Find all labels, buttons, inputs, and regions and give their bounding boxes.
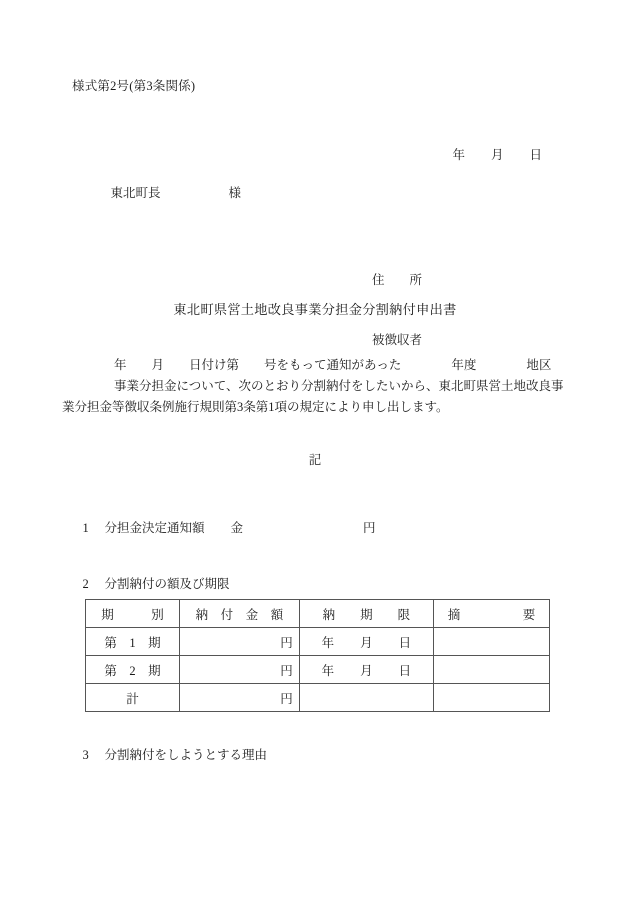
cell-due-year: 年: [321, 635, 335, 650]
cell-note[interactable]: [434, 656, 550, 684]
table-row: [86, 656, 550, 684]
item-3-label: 分割納付をしようとする理由: [104, 747, 268, 762]
table-row-total: [86, 684, 550, 712]
table-body: [86, 628, 550, 712]
addressee: [98, 174, 241, 212]
item-2-number: 2: [82, 576, 89, 591]
payment-schedule-table: [85, 599, 550, 712]
page-title: 東北町県営土地改良事業分担金分割納付申出書: [173, 302, 457, 317]
cell-due-day: 日: [398, 635, 412, 650]
cell-term: 第 2 期: [86, 656, 180, 684]
date-year-label: 年: [452, 147, 466, 162]
header-term: 期 別: [86, 600, 180, 628]
cell-note[interactable]: [434, 628, 550, 656]
addressee-name: 東北町長: [110, 185, 161, 200]
table-header: [86, 600, 550, 628]
cell-due-date[interactable]: [299, 628, 433, 656]
form-number: 様式第2号(第3条関係): [72, 79, 196, 93]
date-line: [440, 136, 542, 174]
cell-due-day: 日: [398, 663, 412, 678]
cell-term-total: 計: [86, 684, 180, 712]
date-month-label: 月: [491, 147, 504, 162]
cell-note-total: [434, 684, 550, 712]
item-1-label: 分担金決定通知額: [104, 520, 205, 535]
body-line-1: 年 月 日付け第 号をもって通知があった 年度 地区: [114, 358, 552, 372]
cell-amount[interactable]: 円: [180, 656, 300, 684]
item-2: [70, 565, 230, 603]
header-note: 摘 要: [434, 600, 550, 628]
payer-label: 被徴収者: [372, 333, 423, 347]
item-1-number: 1: [82, 520, 89, 535]
item-3-number: 3: [82, 747, 89, 762]
address-label: 住 所: [372, 273, 423, 287]
cell-due-month: 月: [360, 663, 373, 678]
header-due-date: 納 期 限: [299, 600, 433, 628]
body-paragraph: [62, 355, 562, 418]
body-line-2: 事業分担金について、次のとおり分割納付をしたいから、東北町県営土地改良事: [114, 379, 564, 393]
cell-amount[interactable]: 円: [180, 628, 300, 656]
cell-amount-total[interactable]: 円: [180, 684, 300, 712]
item-1-money-label: 金: [230, 520, 244, 535]
cell-due-year: 年: [321, 663, 335, 678]
cell-due-date[interactable]: [299, 656, 433, 684]
item-3: [70, 736, 267, 774]
cell-term: 第 1 期: [86, 628, 180, 656]
addressee-honorific: 様: [228, 185, 242, 200]
date-day-label: 日: [529, 147, 543, 162]
table-row: [86, 628, 550, 656]
body-line-3: 業分担金等徴収条例施行規則第3条第1項の規定により申し出します。: [62, 400, 449, 414]
cell-due-month: 月: [360, 635, 373, 650]
item-1-unit: 円: [363, 520, 376, 535]
table-header-row: [86, 600, 550, 628]
header-amount: 納 付 金 額: [180, 600, 300, 628]
item-1: [70, 509, 376, 547]
item-2-label: 分割納付の額及び期限: [104, 576, 230, 591]
ki-mark: 記: [308, 453, 322, 467]
cell-due-date-total: [299, 684, 433, 712]
